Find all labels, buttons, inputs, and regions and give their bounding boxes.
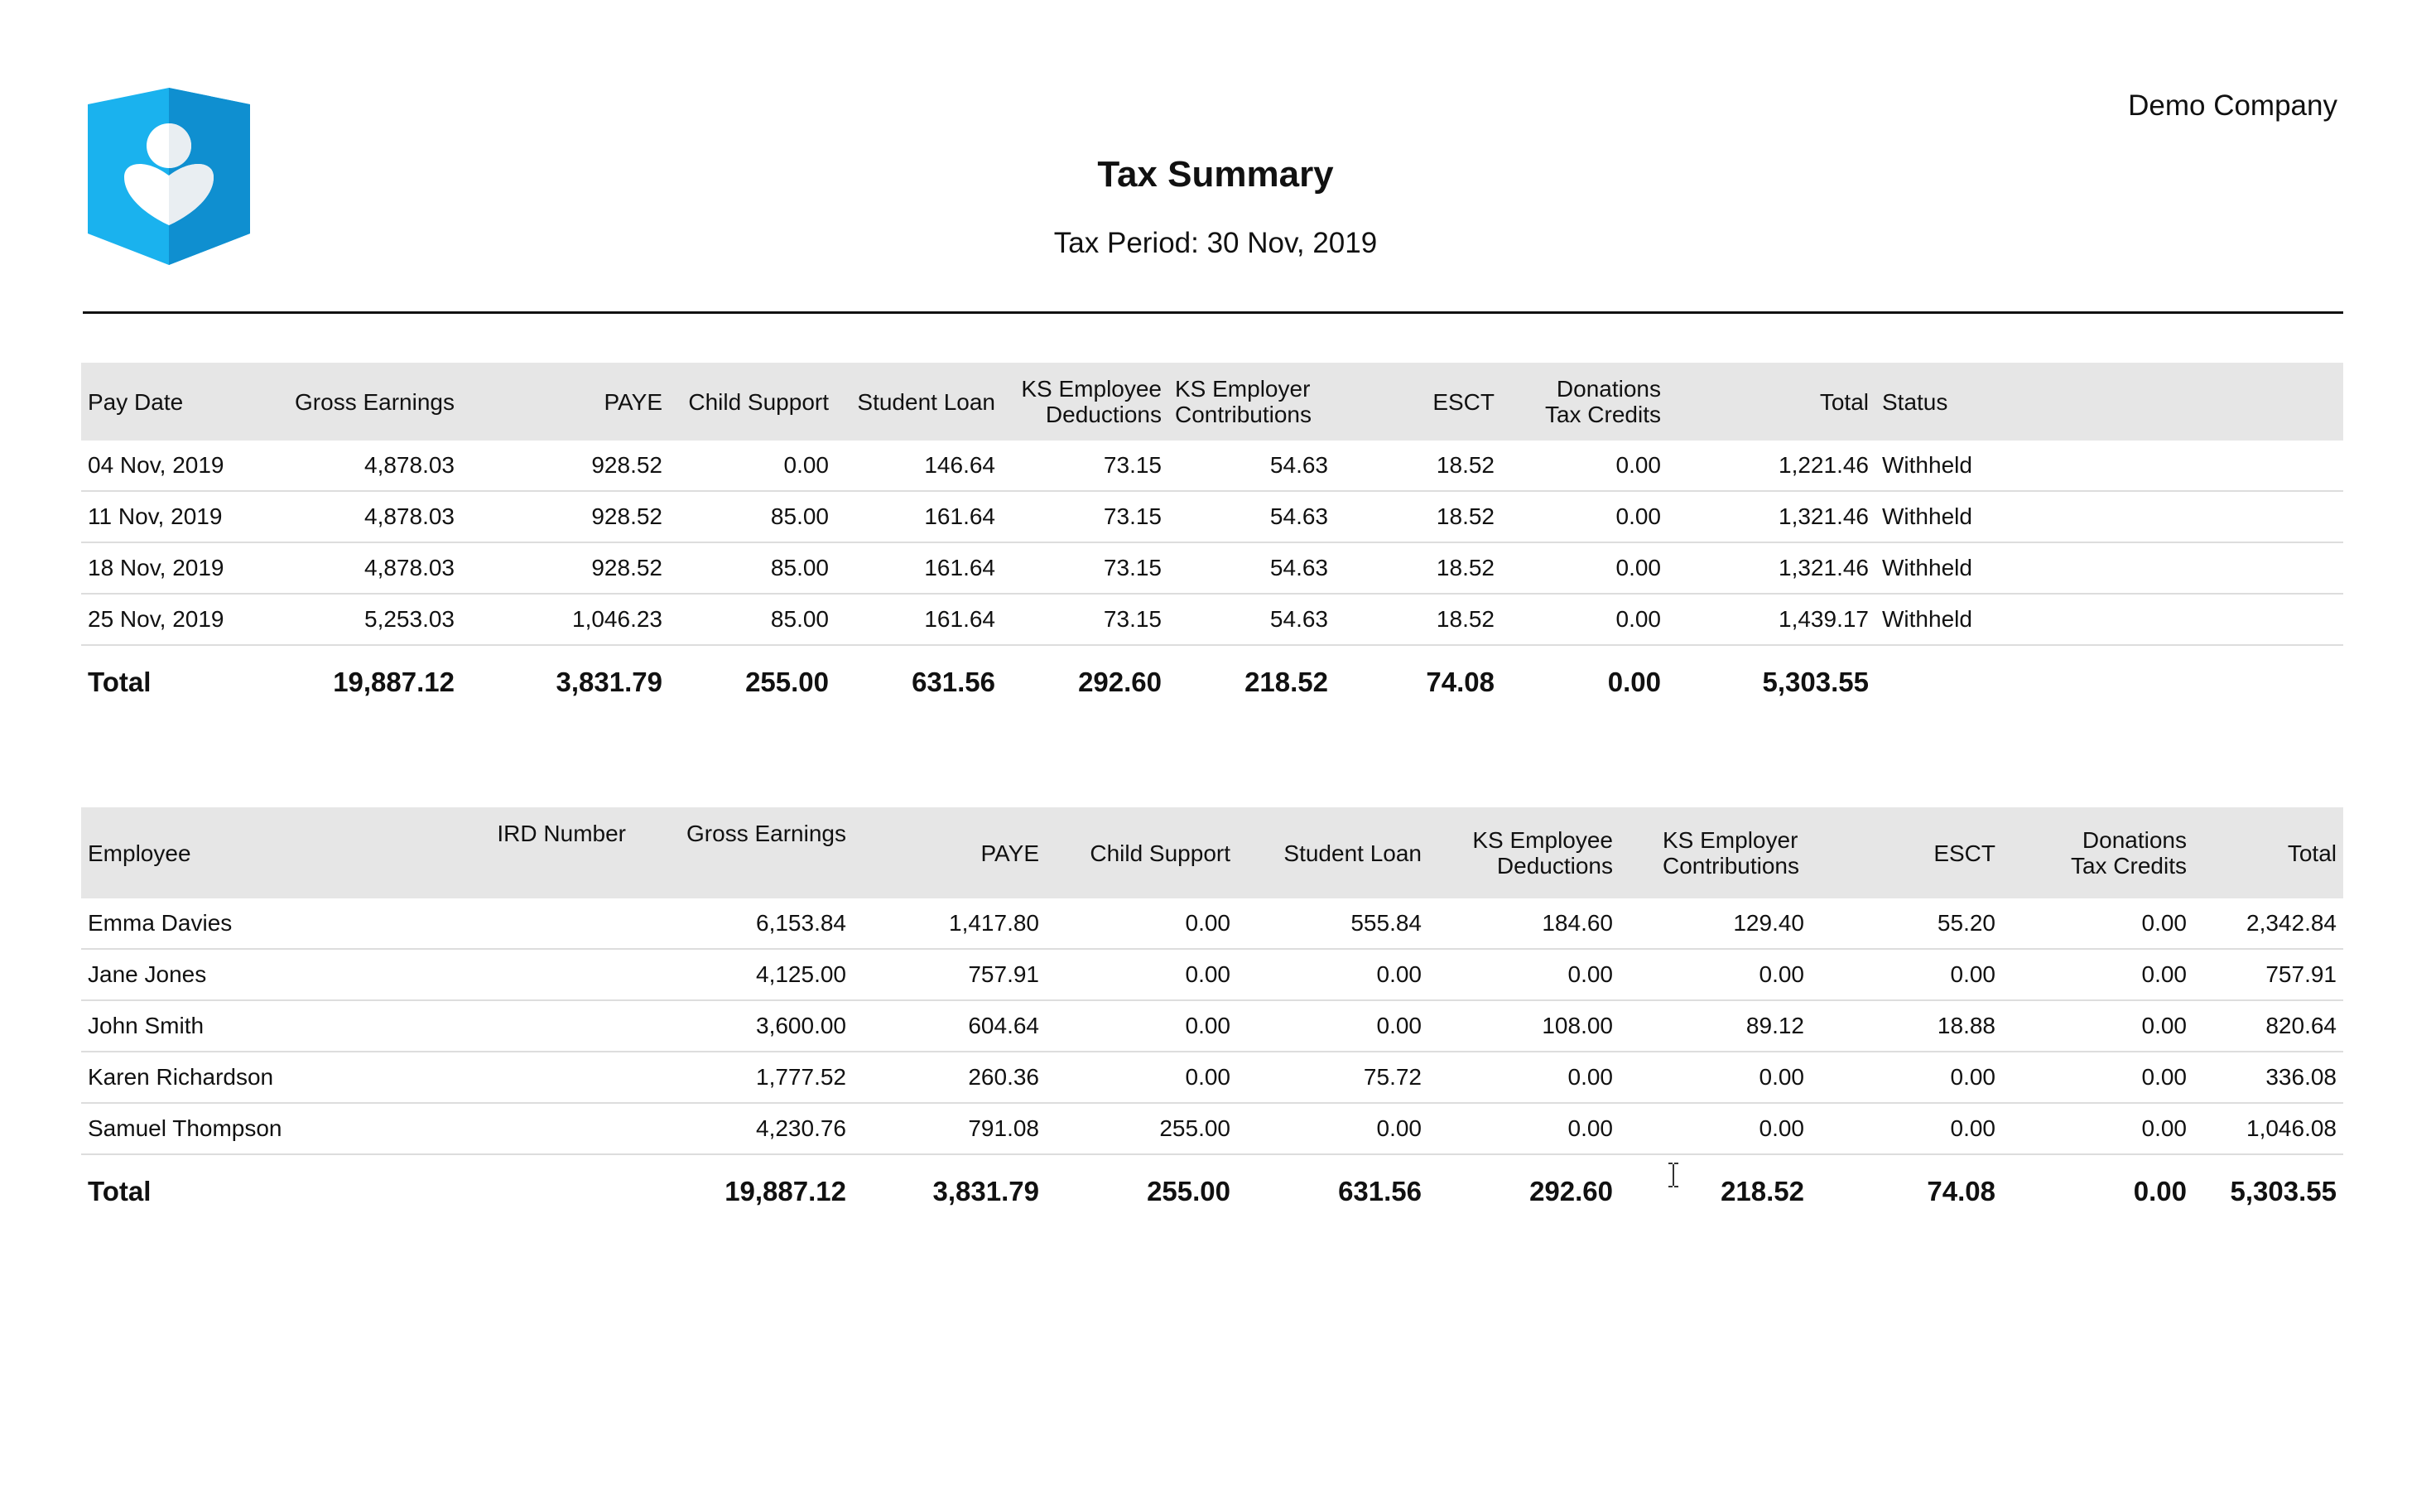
child-support-cell: 0.00 [1046,898,1237,949]
table-row [81,594,2343,645]
child-support-cell: 0.00 [1046,1052,1237,1103]
ks-employee-cell: 184.60 [1428,898,1620,949]
company-name: Demo Company [2128,89,2337,122]
ks-employee-cell: 73.15 [1002,491,1168,542]
col-ks-employer-line2: Contributions [1175,402,1312,427]
report-title: Tax Summary [1097,154,1334,195]
ks-employer-cell: 54.63 [1168,594,1335,645]
col-gross-earnings: Gross Earnings [253,363,461,441]
col-donations [2002,807,2193,898]
gross-cell: 1,777.52 [633,1052,853,1103]
ks-employee-cell: 73.15 [1002,594,1168,645]
col-ird-number: IRD Number [412,807,633,898]
donations-cell: 0.00 [2002,1052,2193,1103]
header-divider [83,311,2343,314]
total-esct: 74.08 [1927,1176,1995,1206]
col-status: Status [1875,363,2343,441]
col-ks-employer [1620,807,1811,898]
ks-employer-cell: 0.00 [1620,1052,1811,1103]
child-support-cell: 0.00 [669,441,835,491]
totals-label: Total [88,1176,152,1206]
col-total: Total [1668,363,1875,441]
pay-period-table [81,363,2343,719]
total-child-support: 255.00 [1147,1176,1230,1206]
ks-employer-cell: 54.63 [1168,542,1335,594]
table-row [81,441,2343,491]
total-cell: 820.64 [2193,1000,2343,1052]
total-student-loan: 631.56 [1338,1176,1422,1206]
ks-employer-cell: 0.00 [1620,1103,1811,1154]
paye-cell: 1,417.80 [853,898,1046,949]
employee-name-cell: Samuel Thompson [81,1103,412,1154]
donations-cell: 0.00 [1501,542,1668,594]
ks-employer-cell: 0.00 [1620,949,1811,1000]
tax-period: Tax Period: 30 Nov, 2019 [1053,227,1378,259]
total-cell: 1,321.46 [1668,491,1875,542]
status-cell: Withheld [1875,542,2343,594]
gross-cell: 4,125.00 [633,949,853,1000]
ks-employee-cell: 108.00 [1428,1000,1620,1052]
pay-date-cell: 04 Nov, 2019 [81,441,253,491]
student-loan-cell: 0.00 [1237,1000,1428,1052]
col-donations-line1: Donations [2082,827,2187,853]
col-ks-employer-line1: KS Employer [1663,827,1798,853]
child-support-cell: 255.00 [1046,1103,1237,1154]
total-student-loan: 631.56 [912,667,995,697]
col-ks-employee-line2: Deductions [1045,402,1162,427]
table-row [81,949,2343,1000]
total-gross: 19,887.12 [724,1176,846,1206]
total-cell: 1,046.08 [2193,1103,2343,1154]
col-paye: PAYE [853,807,1046,898]
col-student-loan: Student Loan [835,363,1002,441]
col-donations-line2: Tax Credits [1544,402,1661,427]
col-donations [1501,363,1668,441]
total-status-empty [1875,645,2343,719]
esct-cell: 18.88 [1811,1000,2002,1052]
text-cursor-icon [1666,1163,1681,1187]
totals-row [81,645,2343,719]
total-gross: 19,887.12 [333,667,455,697]
child-support-cell: 85.00 [669,594,835,645]
ird-cell [412,949,633,1000]
col-student-loan: Student Loan [1237,807,1428,898]
ks-employee-cell: 73.15 [1002,441,1168,491]
esct-cell: 18.52 [1335,441,1501,491]
total-ks-employee: 292.60 [1078,667,1162,697]
totals-label: Total [88,667,152,697]
col-total: Total [2193,807,2343,898]
donations-cell: 0.00 [1501,491,1668,542]
esct-cell: 18.52 [1335,491,1501,542]
table-header-row [81,807,2343,898]
total-ird-empty [412,1154,633,1228]
gross-cell: 4,878.03 [253,441,461,491]
col-gross-earnings: Gross Earnings [633,807,853,898]
ks-employee-cell: 0.00 [1428,1052,1620,1103]
ks-employee-cell: 73.15 [1002,542,1168,594]
total-ks-employee: 292.60 [1529,1176,1613,1206]
total-esct: 74.08 [1426,667,1495,697]
total-donations: 0.00 [2133,1176,2187,1206]
total-child-support: 255.00 [745,667,829,697]
col-esct: ESCT [1335,363,1501,441]
donations-cell: 0.00 [1501,441,1668,491]
total-ks-employer: 218.52 [1244,667,1328,697]
donations-cell: 0.00 [1501,594,1668,645]
status-cell: Withheld [1875,491,2343,542]
ird-cell [412,1000,633,1052]
gross-cell: 4,878.03 [253,542,461,594]
employee-name-cell: Emma Davies [81,898,412,949]
col-ks-employee-line1: KS Employee [1021,376,1162,402]
ks-employer-cell: 54.63 [1168,441,1335,491]
pay-date-cell: 11 Nov, 2019 [81,491,253,542]
paye-cell: 928.52 [461,542,669,594]
paye-cell: 928.52 [461,491,669,542]
total-paye: 3,831.79 [932,1176,1039,1206]
gross-cell: 4,230.76 [633,1103,853,1154]
pay-date-cell: 18 Nov, 2019 [81,542,253,594]
ird-cell [412,1052,633,1103]
esct-cell: 55.20 [1811,898,2002,949]
gross-cell: 4,878.03 [253,491,461,542]
col-ks-employee-line2: Deductions [1496,853,1613,879]
total-donations: 0.00 [1607,667,1661,697]
col-donations-line2: Tax Credits [2070,853,2187,879]
ird-cell [412,898,633,949]
employee-name-cell: John Smith [81,1000,412,1052]
paye-cell: 757.91 [853,949,1046,1000]
col-pay-date: Pay Date [81,363,253,441]
child-support-cell: 85.00 [669,542,835,594]
col-ks-employer-line2: Contributions [1663,853,1799,879]
table-row [81,1103,2343,1154]
student-loan-cell: 161.64 [835,491,1002,542]
paye-cell: 791.08 [853,1103,1046,1154]
donations-cell: 0.00 [2002,1000,2193,1052]
esct-cell: 0.00 [1811,949,2002,1000]
gross-cell: 3,600.00 [633,1000,853,1052]
table-row [81,1052,2343,1103]
employee-name-cell: Jane Jones [81,949,412,1000]
student-loan-cell: 161.64 [835,594,1002,645]
student-loan-cell: 0.00 [1237,949,1428,1000]
student-loan-cell: 555.84 [1237,898,1428,949]
ks-employee-cell: 0.00 [1428,949,1620,1000]
total-cell: 336.08 [2193,1052,2343,1103]
col-employee: Employee [81,807,412,898]
esct-cell: 18.52 [1335,594,1501,645]
esct-cell: 0.00 [1811,1103,2002,1154]
total-total: 5,303.55 [1762,667,1869,697]
table-header-row [81,363,2343,441]
ks-employee-cell: 0.00 [1428,1103,1620,1154]
col-ks-employer [1168,363,1335,441]
col-esct: ESCT [1811,807,2002,898]
total-cell: 1,321.46 [1668,542,1875,594]
paye-cell: 604.64 [853,1000,1046,1052]
col-paye: PAYE [461,363,669,441]
ks-employer-cell: 54.63 [1168,491,1335,542]
employee-table [81,807,2343,1228]
table-row [81,542,2343,594]
gross-cell: 5,253.03 [253,594,461,645]
donations-cell: 0.00 [2002,949,2193,1000]
status-cell: Withheld [1875,441,2343,491]
employee-name-cell: Karen Richardson [81,1052,412,1103]
total-cell: 1,221.46 [1668,441,1875,491]
total-total: 5,303.55 [2230,1176,2337,1206]
col-ks-employee-line1: KS Employee [1472,827,1613,853]
col-ks-employee [1002,363,1168,441]
student-loan-cell: 0.00 [1237,1103,1428,1154]
paye-cell: 260.36 [853,1052,1046,1103]
total-cell: 1,439.17 [1668,594,1875,645]
totals-row [81,1154,2343,1228]
col-child-support: Child Support [669,363,835,441]
donations-cell: 0.00 [2002,1103,2193,1154]
table-row [81,1000,2343,1052]
gross-cell: 6,153.84 [633,898,853,949]
total-cell: 757.91 [2193,949,2343,1000]
col-child-support: Child Support [1046,807,1237,898]
paye-cell: 928.52 [461,441,669,491]
student-loan-cell: 75.72 [1237,1052,1428,1103]
pay-date-cell: 25 Nov, 2019 [81,594,253,645]
esct-cell: 18.52 [1335,542,1501,594]
child-support-cell: 85.00 [669,491,835,542]
student-loan-cell: 146.64 [835,441,1002,491]
col-donations-line1: Donations [1556,376,1661,402]
status-cell: Withheld [1875,594,2343,645]
esct-cell: 0.00 [1811,1052,2002,1103]
ks-employer-cell: 89.12 [1620,1000,1811,1052]
total-paye: 3,831.79 [556,667,662,697]
paye-cell: 1,046.23 [461,594,669,645]
table-row [81,491,2343,542]
donations-cell: 0.00 [2002,898,2193,949]
child-support-cell: 0.00 [1046,1000,1237,1052]
child-support-cell: 0.00 [1046,949,1237,1000]
table-row [81,898,2343,949]
student-loan-cell: 161.64 [835,542,1002,594]
ird-cell [412,1103,633,1154]
total-ks-employer: 218.52 [1721,1176,1804,1206]
col-ks-employer-line1: KS Employer [1175,376,1311,402]
total-cell: 2,342.84 [2193,898,2343,949]
ks-employer-cell: 129.40 [1620,898,1811,949]
col-ks-employee [1428,807,1620,898]
